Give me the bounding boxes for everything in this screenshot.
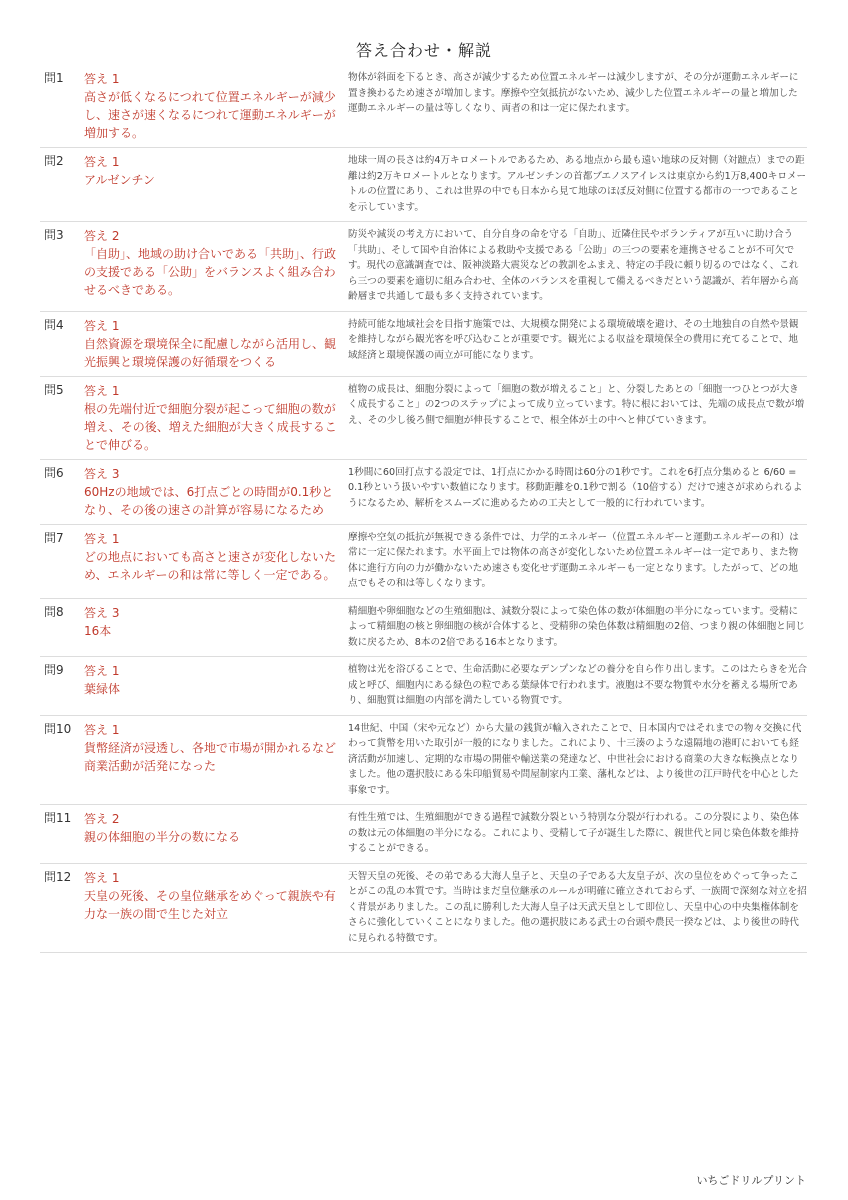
answer-row bbox=[40, 525, 807, 599]
answer-label: 答え 1 bbox=[84, 722, 120, 737]
answer-cell bbox=[84, 222, 343, 311]
answer-text: 貨幣経済が浸透し、各地で市場が開かれるなど商業活動が活発になった bbox=[84, 740, 337, 773]
answer-text: 根の先端付近で細胞分裂が起こって細胞の数が増え、その後、増えた細胞が大きく成長することで伸びる。 bbox=[84, 401, 337, 452]
question-number: 問6 bbox=[44, 465, 64, 480]
question-number: 問3 bbox=[44, 228, 64, 242]
answer-cell bbox=[84, 599, 343, 657]
answer-row bbox=[40, 460, 807, 525]
answer-cell bbox=[84, 805, 343, 863]
answer-label: 答え 2 bbox=[84, 812, 120, 826]
explanation-text: 防災や減災の考え方において、自分自身の命を守る「自助」、近隣住民やボランティアが互いに助け合う「共助」、そして国や自治体による救助や支援である「公助」の三つの要素を連携させることが不可欠です。現代の意識調査では、阪神淡路大震災などの教訓をふまえ、特定の手段に頼り切るのではなく、これら三つの要素を適切に組み合わせ、全体のバランスを重視して備えるべきだという認識が、若年層から高齢層まで共通して最も多く支持されています。 bbox=[348, 229, 799, 302]
explanation-text: 摩擦や空気の抵抗が無視できる条件では、力学的エネルギー（位置エネルギーと運動エネルギーの和）は常に一定に保たれます。水平面上では物体の高さが変化しないため位置エネルギーは一定であり、また物体に進行方向の力が働かないため速さも変化せず運動エネルギーも一定となります。したがって、どの地点でもその和は等しくなります。 bbox=[348, 531, 799, 589]
answer-cell bbox=[84, 65, 343, 147]
question-number: 問4 bbox=[44, 317, 64, 332]
footer-brand: いちごドリルプリント bbox=[696, 1174, 806, 1187]
answer-row bbox=[40, 716, 807, 806]
question-number: 問12 bbox=[44, 869, 72, 884]
explanation-text: 天智天皇の死後、その弟である大海人皇子と、天皇の子である大友皇子が、次の皇位をめぐって争ったことがこの乱の本質です。当時はまだ皇位継承のルールが明確に確立されておらず、一族間で深刻な対立を招く背景がありました。この乱に勝利した大海人皇子は天武天皇として即位し、天皇中心の中央集権体制をさらに強化していくことになりました。他の選択肢にある武士の台頭や農民一揆などは、より後世の時代に見られる特徴です。 bbox=[348, 870, 807, 944]
question-number: 問1 bbox=[44, 71, 64, 85]
answer-label: 答え 1 bbox=[84, 72, 120, 86]
explanation-text: 1秒間に60回打点する設定では、1打点にかかる時間は60分の1秒です。これを6打点分集めると 6/60 = 0.1秒という扱いやすい数値になります。移動距離を0.1秒で割る（10倍する）だけで速さが求められるようになるため、解析をスムーズに進めるための工夫として一般的に行われています。 bbox=[348, 466, 803, 509]
explanation-text: 精細胞や卵細胞などの生殖細胞は、減数分裂によって染色体の数が体細胞の半分になっています。受精によって精細胞の核と卵細胞の核が合体すると、受精卵の染色体数は精細胞の2倍、つまり親の体細胞と同じ数に戻るため、8本の2倍である16本となります。 bbox=[348, 605, 806, 648]
answer-row bbox=[40, 805, 807, 864]
answer-row bbox=[40, 312, 807, 377]
answer-text: 親の体細胞の半分の数になる bbox=[84, 830, 241, 844]
question-number: 問5 bbox=[44, 382, 64, 397]
answer-cell bbox=[84, 525, 343, 598]
answer-cell bbox=[84, 716, 343, 805]
answer-text: 高さが低くなるにつれて位置エネルギーが減少し、速さが速くなるにつれて運動エネルギーが増加する。 bbox=[84, 90, 336, 140]
answer-label: 答え 3 bbox=[84, 466, 120, 481]
answer-cell bbox=[84, 657, 343, 715]
answer-label: 答え 1 bbox=[84, 383, 120, 398]
answer-label: 答え 1 bbox=[84, 531, 120, 546]
answer-label: 答え 3 bbox=[84, 605, 120, 620]
question-number: 問7 bbox=[44, 530, 64, 545]
answer-text: 葉緑体 bbox=[84, 682, 121, 696]
answer-text: 天皇の死後、その皇位継承をめぐって親族や有力な一族の間で生じた対立 bbox=[84, 888, 336, 921]
answer-text: アルゼンチン bbox=[84, 173, 155, 187]
answer-row bbox=[40, 148, 807, 222]
answer-row bbox=[40, 864, 807, 954]
answer-row bbox=[40, 377, 807, 460]
answer-row bbox=[40, 657, 807, 716]
answer-label: 答え 1 bbox=[84, 870, 120, 885]
answer-text: 自然資源を環境保全に配慮しながら活用し、観光振興と環境保護の好循環をつくる bbox=[84, 336, 337, 369]
answer-cell bbox=[84, 148, 343, 221]
answer-text: 「自助」、地域の助け合いである「共助」、行政の支援である「公助」をバランスよく組み合わせるべきである。 bbox=[84, 247, 337, 297]
answer-cell bbox=[84, 377, 343, 459]
explanation-text: 持続可能な地域社会を目指す施策では、大規模な開発による環境破壊を避け、その土地独自の自然や景観を維持しながら観光客を呼び込むことが重要です。観光による収益を環境保全の費用に充てることで、地域経済と環境保護の両立が可能になります。 bbox=[348, 318, 799, 361]
answer-cell bbox=[84, 864, 343, 953]
answer-text: どの地点においても高さと速さが変化しないため、エネルギーの和は常に等しく一定である。 bbox=[84, 549, 337, 582]
answer-row bbox=[40, 599, 807, 658]
answer-label: 答え 1 bbox=[84, 155, 120, 169]
question-number: 問9 bbox=[44, 663, 64, 677]
answer-label: 答え 2 bbox=[84, 229, 120, 243]
answer-row bbox=[40, 222, 807, 312]
question-number: 問11 bbox=[44, 811, 72, 825]
answer-text: 16本 bbox=[84, 623, 112, 638]
explanation-text: 物体が斜面を下るとき、高さが減少するため位置エネルギーは減少しますが、その分が運動エネルギーに置き換わるため速さが増加します。摩擦や空気抵抗がないため、減少した位置エネルギーの量と増加した運動エネルギーの量は等しくなり、両者の和は一定に保たれます。 bbox=[348, 72, 799, 114]
explanation-text: 有性生殖では、生殖細胞ができる過程で減数分裂という特別な分裂が行われる。この分裂により、染色体の数は元の体細胞の半分になる。これにより、受精して子が誕生した際に、親世代と同じ染色体数を維持することができる。 bbox=[348, 812, 799, 854]
answer-cell bbox=[84, 460, 343, 524]
question-number: 問10 bbox=[44, 721, 72, 736]
explanation-text: 植物は光を浴びることで、生命活動に必要なデンプンなどの養分を自ら作り出します。このはたらきを光合成と呼び、細胞内にある緑色の粒である葉緑体で行われます。液胞は不要な物質や水分を蓄える場所であり、細胞質は細胞の内部を満たしている物質です。 bbox=[348, 664, 807, 706]
answer-text: 60Hzの地域では、6打点ごとの時間が0.1秒となり、その後の速さの計算が容易になるため bbox=[84, 484, 334, 517]
explanation-text: 14世紀、中国（宋や元など）から大量の銭貨が輸入されたことで、日本国内ではそれまでの物々交換に代わって貨幣を用いた取引が一般的になりました。これにより、十三湊のような遠隔地の港町においても経済活動が加速し、定期的な市場の開催や輸送業の発達など、中世社会における商業の大きな転換点となりました。他の選択肢にある朱印船貿易や問屋制家内工業、藩札などは、より後世の江戸時代を中心とした事象です。 bbox=[348, 722, 802, 796]
question-number: 問8 bbox=[44, 604, 64, 619]
answer-label: 答え 1 bbox=[84, 664, 120, 678]
answer-cell bbox=[84, 312, 343, 376]
answer-label: 答え 1 bbox=[84, 318, 120, 333]
explanation-text: 地球一周の長さは約4万キロメートルであるため、ある地点から最も遠い地球の反対側（対蹠点）までの距離は約2万キロメートルとなります。アルゼンチンの首都ブエノスアイレスは東京から約1万8,400キロメートルの位置にあり、これは世界の中でも日本から見て地球のほぼ反対側に位置する都市の一つであることを示しています。 bbox=[348, 155, 807, 213]
explanation-text: 植物の成長は、細胞分裂によって「細胞の数が増えること」と、分裂したあとの「細胞一つひとつが大きく成長すること」の2つのステップによって成り立っています。特に根においては、先端の成長点で数が増え、その少し後ろ側で細胞が伸長することで、根全体が土の中へと伸びていきます。 bbox=[348, 383, 805, 426]
answer-row bbox=[40, 65, 807, 148]
answer-table bbox=[40, 65, 807, 953]
page-title: 答え合わせ・解説 bbox=[355, 41, 492, 60]
question-number: 問2 bbox=[44, 154, 64, 168]
